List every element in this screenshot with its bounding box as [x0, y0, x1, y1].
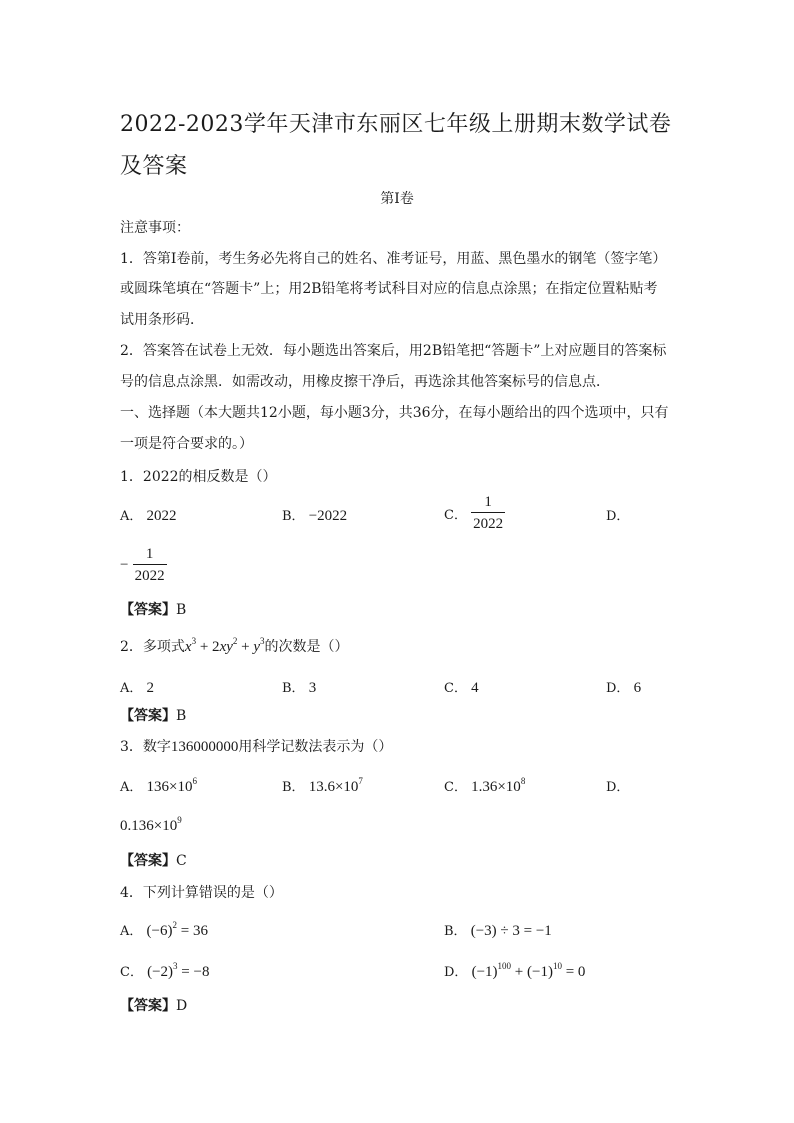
option-label: B．: [282, 681, 305, 696]
option-value: $0.136\times 10^9$: [120, 815, 182, 834]
section-heading: 第Ⅰ卷: [380, 191, 414, 207]
fraction: [133, 544, 167, 587]
option-label: B．: [282, 509, 305, 524]
option-value: $(-1)^{100} + (-1)^{10} = 0$: [471, 961, 586, 980]
q3-option-a: [120, 776, 197, 796]
note-line: 1．答第Ⅰ卷前，考生务必先将自己的姓名、准考证号，用蓝、黑色墨水的钢笔（签字笔）: [120, 251, 667, 267]
q2-option-d: [606, 677, 641, 697]
answer-label: 【答案】: [120, 853, 176, 869]
question-1-stem: 1．2022的相反数是（）: [120, 469, 277, 485]
q2-option-c: [444, 677, 479, 697]
option-label: C．: [444, 681, 467, 696]
answer-label: 【答案】: [120, 602, 176, 618]
question-4-stem: 4．下列计算错误的是（）: [120, 885, 283, 901]
option-label: D．: [444, 965, 468, 980]
option-label: A．: [120, 924, 143, 939]
denominator: 2022: [134, 568, 165, 584]
part-heading: 一、选择题（本大题共12小题，每小题3分，共36分，在每小题给出的四个选项中，只有: [120, 405, 669, 421]
option-label: A．: [120, 681, 143, 696]
q3-option-d-label: D．: [606, 780, 630, 795]
option-value: 4: [471, 680, 479, 696]
option-label: B．: [444, 924, 467, 939]
answer-value: B: [176, 602, 187, 618]
notes-heading: 注意事项：: [120, 220, 190, 236]
option-label: B．: [282, 780, 305, 795]
option-label: A．: [120, 509, 143, 524]
stem-prefix: 2．多项式: [120, 639, 185, 655]
option-value: $(-6)^2 = 36$: [146, 920, 208, 939]
option-value: $(-2)^3 = -8$: [147, 961, 210, 980]
denominator: 2022: [473, 516, 504, 532]
q2-option-a: [120, 677, 154, 697]
answer-value: B: [176, 708, 187, 724]
q2-answer: [120, 706, 680, 726]
numerator: 1: [133, 544, 167, 565]
minus-sign: −: [120, 557, 129, 573]
fraction: [471, 492, 505, 535]
question-2-stem: [120, 637, 680, 657]
q3-answer: [120, 851, 680, 871]
answer-value: C: [176, 853, 187, 869]
note-line: 2．答案答在试卷上无效．每小题选出答案后，用2B铅笔把“答题卡”上对应题目的答案标: [120, 343, 667, 359]
option-label: C．: [120, 965, 143, 980]
q1-option-b: [282, 505, 347, 525]
option-label: D．: [606, 681, 630, 696]
answer-label: 【答案】: [120, 998, 176, 1014]
q3-option-d: [120, 815, 182, 835]
note-line: 或圆珠笔填在“答题卡”上；用2B铅笔将考试科目对应的信息点涂黑；在指定位置粘贴考: [120, 281, 658, 297]
option-value: 6: [633, 680, 642, 696]
option-value: 2: [146, 680, 155, 696]
option-value: $136\times 10^6$: [146, 776, 197, 795]
q4-answer: [120, 996, 680, 1016]
option-value: 3: [308, 680, 317, 696]
part-heading: 一项是符合要求的。）: [120, 436, 253, 452]
q3-option-b: [282, 776, 363, 796]
answer-label: 【答案】: [120, 708, 176, 724]
q2-option-b: [282, 677, 316, 697]
question-3-stem: [120, 737, 680, 757]
q1-option-a: [120, 505, 177, 525]
q4-option-d: [444, 961, 585, 981]
q4-option-c: [120, 961, 209, 981]
q1-option-c: [444, 492, 505, 535]
document-title: 2022-2023学年天津市东丽区七年级上册期末数学试卷及答案: [120, 112, 672, 179]
note-line: 试用条形码．: [120, 312, 204, 328]
option-value: $1.36\times 10^8$: [471, 776, 526, 795]
option-value: (−3) ÷ 3 = −1: [470, 923, 552, 939]
stem-prefix: 3．数字: [120, 739, 171, 755]
stem-suffix: 的次数是（）: [264, 639, 349, 655]
stem-number: 136000000: [170, 739, 239, 755]
answer-value: D: [176, 998, 188, 1014]
note-line: 号的信息点涂黑．如需改动，用橡皮擦干净后，再选涂其他答案标号的信息点．: [120, 374, 610, 390]
option-label: C．: [444, 508, 467, 523]
q1-option-d: [120, 544, 167, 587]
numerator: 1: [471, 492, 505, 513]
q1-answer: [120, 600, 680, 620]
option-value: −2022: [308, 508, 348, 524]
q4-option-a: [120, 920, 208, 940]
q3-option-c: [444, 776, 525, 796]
q4-option-b: [444, 920, 552, 940]
option-label: A．: [120, 780, 143, 795]
q1-option-d-label: D．: [606, 509, 630, 524]
option-value: $13.6\times 10^7$: [308, 776, 363, 795]
stem-suffix: 用科学记数法表示为（）: [238, 739, 393, 755]
polynomial-expression: $x^3 + 2xy^2 + y^3$: [184, 636, 265, 655]
option-value: 2022: [146, 508, 177, 524]
option-label: C．: [444, 780, 467, 795]
